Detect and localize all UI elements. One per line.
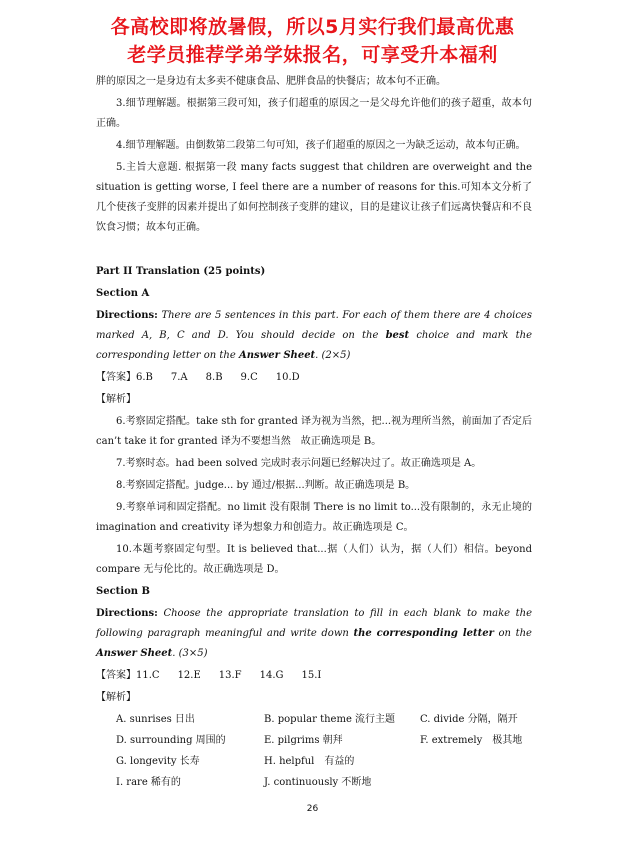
promo-banner-line1: 各高校即将放暑假，所以5月实行我们最高优惠 bbox=[110, 16, 515, 38]
options-grid bbox=[96, 710, 532, 793]
option-empty bbox=[420, 752, 552, 772]
promo-banner-line2: 老学员推荐学弟学妹报名，可享受升本福利 bbox=[127, 44, 498, 66]
answer-item: 6.B bbox=[136, 372, 153, 383]
analysis-7: 7.考察时态。had been solved 完成时表示问题已经解决过了。故正确选项是 A。 bbox=[116, 458, 482, 469]
part2-title: Part II Translation (25 points) bbox=[96, 266, 266, 277]
answer-label: 【答案】 bbox=[96, 670, 136, 681]
sectionB-answers bbox=[96, 666, 532, 686]
sectionA-heading: Section A bbox=[96, 288, 150, 299]
answer-item: 8.B bbox=[205, 372, 223, 383]
page-number: 26 bbox=[306, 804, 319, 814]
option-b: B. popular theme 流行主题 bbox=[264, 714, 396, 725]
option-i: I. rare 稀有的 bbox=[116, 777, 181, 788]
sectionA-directions: Directions: There are 5 sentences in this part. For each of them there are 4 choices marked A, B, C and D. You should decide on the best choice and mark the corresponding letter on the Answer Sheet. (2×5) bbox=[96, 310, 533, 361]
sectionA-answers bbox=[96, 368, 532, 388]
explanation-4: 4.细节理解题。由倒数第二段第二句可知，孩子们超重的原因之一为缺乏运动，故本句正确。 bbox=[116, 140, 526, 151]
sectionB-directions: Directions: Choose the appropriate translation to fill in each blank to make the following paragraph meaningful and write down the corresponding letter on the Answer Sheet. (3×5) bbox=[96, 608, 532, 659]
option-e: E. pilgrims 朝拜 bbox=[264, 735, 343, 746]
answer-item: 14.G bbox=[259, 670, 284, 681]
explanation-2-tail: 胖的原因之一是身边有太多卖不健康食品、肥胖食品的快餐店；故本句不正确。 bbox=[96, 76, 446, 87]
option-g: G. longevity 长寿 bbox=[116, 756, 200, 767]
option-c: C. divide 分隔，隔开 bbox=[420, 714, 518, 725]
option-h: H. helpful 有益的 bbox=[264, 756, 355, 767]
option-d: D. surrounding 周围的 bbox=[116, 735, 226, 746]
analysis-10: 10.本题考察固定句型。It is believed that...据（人们）认为，据（人们）相信。beyond compare 无与伦比的。故正确选项是 D。 bbox=[96, 544, 532, 575]
analysis-8: 8.考察固定搭配。judge... by 通过/根据...判断。故正确选项是 B。 bbox=[116, 480, 416, 491]
answer-item: 7.A bbox=[170, 372, 188, 383]
option-f: F. extremely 极其地 bbox=[420, 735, 523, 746]
option-j: J. continuously 不断地 bbox=[264, 777, 372, 788]
document-body bbox=[96, 72, 532, 793]
sectionB-analysis-label: 【解析】 bbox=[96, 692, 136, 703]
answer-item: 10.D bbox=[275, 372, 300, 383]
answer-item: 15.I bbox=[301, 670, 322, 681]
answer-item: 13.F bbox=[218, 670, 242, 681]
sectionA-analysis-label: 【解析】 bbox=[96, 394, 136, 405]
explanation-5: 5.主旨大意题. 根据第一段 many facts suggest that children are overweight and the situation is getting worse, I feel there are a number of reasons for this.可知本文分析了几个使孩子变胖的因素并提出了如何控制孩子变胖的建议，目的是建议让孩子们远离快餐店和不良饮食习惯；故本句正确。 bbox=[96, 162, 532, 233]
answer-label: 【答案】 bbox=[96, 372, 136, 383]
analysis-9: 9.考察单词和固定搭配。no limit 没有限制 There is no limit to...没有限制的，永无止境的 imagination and creativity 译为想象力和创造力。故正确选项是 C。 bbox=[96, 502, 532, 533]
option-empty bbox=[420, 773, 552, 793]
directions-label: Directions: bbox=[96, 608, 158, 619]
answer-item: 11.C bbox=[136, 670, 160, 681]
answer-item: 12.E bbox=[177, 670, 201, 681]
directions-label: Directions: bbox=[96, 310, 158, 321]
sectionB-heading: Section B bbox=[96, 586, 150, 597]
option-a: A. sunrises 日出 bbox=[116, 714, 195, 725]
analysis-6: 6.考察固定搭配。take sth for granted 译为视为当然，把...视为理所当然，前面加了否定后 can’t take it for granted 译为不要想当然 故正确选项是 B。 bbox=[96, 416, 532, 447]
explanation-3: 3.细节理解题。根据第三段可知，孩子们超重的原因之一是父母允许他们的孩子超重，故本句正确。 bbox=[96, 98, 532, 129]
answer-item: 9.C bbox=[240, 372, 258, 383]
